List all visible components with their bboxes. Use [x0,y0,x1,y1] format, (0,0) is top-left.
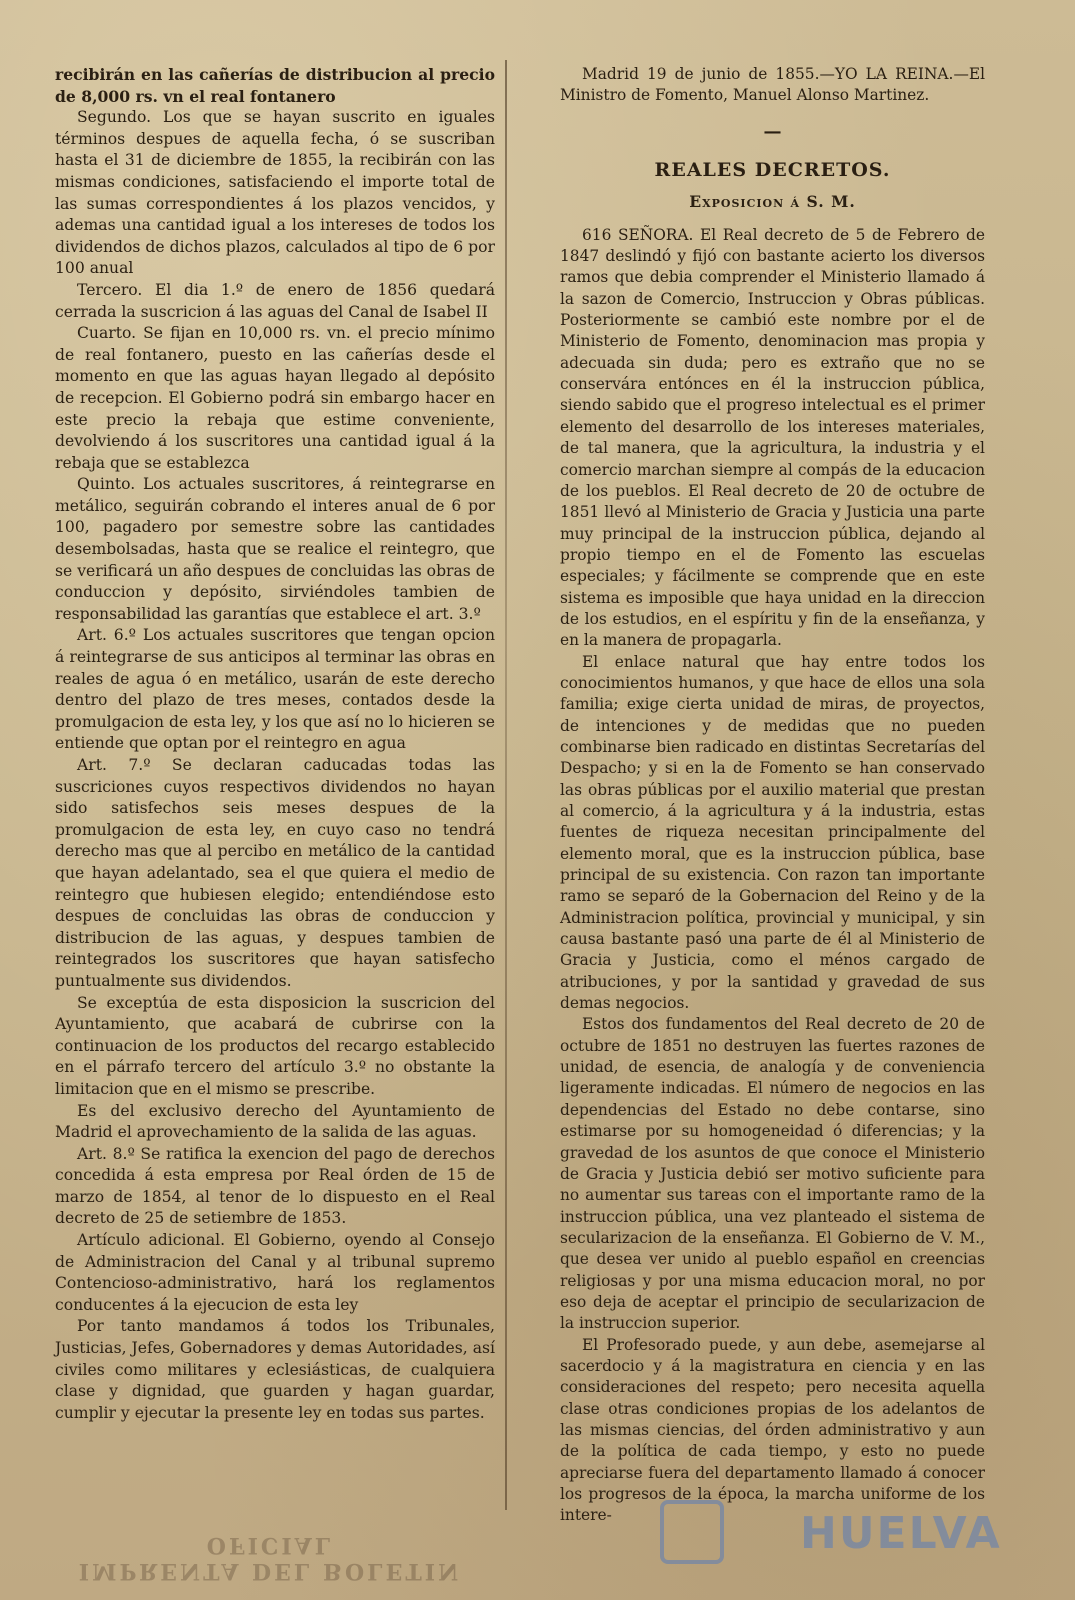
right-paragraph: 616 SEÑORA. El Real decreto de 5 de Febrero de 1847 deslindó y fijó con bastante acierto los diversos ramos que debia comprender el Ministerio llamado á la sazon de Comercio, Instruccion y Obras públicas. Posteriormente se cambió este nombre por el de Ministerio de Fomento, denominacion mas propia y adecuada sin duda; pero es extraño que no se conservára entónces en él la instruccion pública, siendo sabido que el progreso intelectual es el primer elemento del desarrollo de los intereses materiales, de tal manera, que la agricultura, la industria y el comercio marchan siempre al compás de la educacion de los pueblos. El Real decreto de 20 de octubre de 1851 llevó al Ministerio de Gracia y Justicia una parte muy principal de la instruccion pública, dejando al propio tiempo en el de Fomento las escuelas especiales; y fácilmente se comprende que en este sistema es imposible que haya unidad en la direccion de los estudios, en el espíritu y fin de la enseñanza, y en la manera de propagarla. [560,225,985,650]
left-paragraph: recibirán en las cañerías de distribucion al precio de 8,000 rs. vn el real fontanero [55,65,495,106]
left-paragraph: Por tanto mandamos á todos los Tribunales, Justicias, Jefes, Gobernadores y demas Autoridades, así civiles como militares y eclesiásticas, de cualquiera clase y dignidad, que guarden y hagan guardar, cumplir y ejecutar la presente ley en todas sus partes. [55,1317,495,1422]
left-paragraph: Cuarto. Se fijan en 10,000 rs. vn. el precio mínimo de real fontanero, puesto en las cañerías desde el momento en que las aguas hayan llegado al depósito de recepcion. El Gobierno podrá sin embargo hacer en este precio la rebaja que estime conveniente, devolviendo á los suscritores una cantidad igual á la rebaja que se establezca [55,324,495,472]
left-paragraph: Tercero. El dia 1.º de enero de 1856 quedará cerrada la suscricion á las aguas del Canal de Isabel II [55,280,495,321]
left-paragraph: Art. 6.º Los actuales suscritores que tengan opcion á reintegrarse de sus anticipos al terminar las obras en reales de agua ó en metálico, usarán de este derecho dentro del plazo de tres meses, contados desde la promulgacion de esta ley, y los que así no lo hicieren se entiende que optan por el reintegro en agua [55,626,495,753]
left-paragraph: Quinto. Los actuales suscritores, á reintegrarse en metálico, seguirán cobrando el interes anual de 6 por 100, pagadero por semestre sobre las cantidades desembolsadas, hasta que se realice el reintegro, que se verificará un año despues de concluidas las obras de conduccion y depósito, sirviéndoles tambien de responsabilidad las garantías que establece el art. 3.º [55,475,495,623]
signature-line: Madrid 19 de junio de 1855.—YO LA REINA.—El Ministro de Fomento, Manuel Alonso Martinez. [560,65,985,105]
left-paragraph: Art. 7.º Se declaran caducadas todas las suscriciones cuyos respectivos dividendos no hayan sido satisfechos seis meses despues de la promulgacion de esta ley, en cuyo caso no tendrá derecho mas que al percibo en metálico de la cantidad que hayan adelantado, sea el que quiera el medio de reintegro que hubiesen elegido; entendiéndose esto despues de concluidas las obras de conduccion y distribucion de las aguas, y despues tambien de reintegrados los suscritores que hayan satisfecho puntualmente sus dividendos. [55,756,495,990]
right-column [560,64,985,1527]
column-divider [505,60,507,1510]
section-heading: REALES DECRETOS. [654,159,891,182]
right-paragraph: El enlace natural que hay entre todos los conocimientos humanos, y que hace de ellos una sola familia; exige cierta unidad de miras, de proyectos, de intenciones y de medidas que no pueden combinarse bien radicado en distintas Secretarías del Despacho; y si en la de Fomento se han conservado las obras públicas por el auxilio material que prestan al comercio, á la agricultura y á la industria, estas fuentes de riqueza necesitan principalmente del elemento moral, que es la instruccion pública, base principal de su existencia. Con razon tan importante ramo se separó de la Gobernacion del Reino y de la Administracion política, provincial y municipal, y sin causa bastante pasó una parte de él al Ministerio de Gracia y Justicia, como el ménos cargado de atribuciones, y por la santidad y gravedad de sus demas negocios. [560,652,985,1013]
left-paragraph: Artículo adicional. El Gobierno, oyendo al Consejo de Administracion del Canal y al tribunal supremo Contencioso-administrativo, hará los reglamentos conducentes á la ejecucion de esta ley [55,1231,495,1314]
left-paragraph: Se exceptúa de esta disposicion la suscricion del Ayuntamiento, que acabará de cubrirse con la continuacion de los productos del recargo establecido en el párrafo tercero del artículo 3.º no obstante la limitacion que en el mismo se prescribe. [55,993,495,1098]
left-paragraph: Es del exclusivo derecho del Ayuntamiento de Madrid el aprovechamiento de la salida de las aguas. [55,1101,495,1142]
left-paragraph: Art. 8.º Se ratifica la exencion del pago de derechos concedida á esta empresa por Real órden de 15 de marzo de 1854, al tenor de lo dispuesto en el Real decreto de 25 de setiembre de 1853. [55,1144,495,1228]
section-subheading: Exposicion á S. M. [689,192,856,212]
bleed-through-seal: IMPRENTA DEL BOLETIN OFICIAL [78,1532,462,1584]
watermark-text: HUELVA [800,1508,1002,1559]
left-column [55,64,495,1424]
archive-watermark [660,1500,1002,1570]
separator: — [763,120,782,142]
watermark-logo-icon [660,1500,724,1564]
left-paragraph: Segundo. Los que se hayan suscrito en iguales términos despues de aquella fecha, ó se suscriban hasta el 31 de diciembre de 1855, la recibirán con las mismas condiciones, satisfaciendo el importe total de las sumas correspondientes á los plazos vencidos, y ademas una cantidad igual a los intereses de todos los dividendos de dichos plazos, calculados al tipo de 6 por 100 anual [55,108,495,278]
right-paragraph: El Profesorado puede, y aun debe, asemejarse al sacerdocio y á la magistratura en ciencia y en las consideraciones del respeto; pero necesita aquella clase otras condiciones propias de los adelantos de las mismas ciencias, del órden administrativo y aun de la política de cada tiempo, y esto no puede apreciarse fuera del departamento llamado á conocer los progresos de la época, la marcha uniforme de los intere- [560,1335,985,1525]
right-paragraph: Estos dos fundamentos del Real decreto de 20 de octubre de 1851 no destruyen las fuertes razones de unidad, de esencia, de analogía y de conveniencia ligeramente indicadas. El número de negocios en las dependencias del Estado no debe contarse, sino estimarse por su homogeneidad ó diferencias; y la gravedad de los asuntos de que conoce el Ministerio de Gracia y Justicia debió ser motivo suficiente para no aumentar sus tareas con el importante ramo de la instruccion pública, una vez planteado el sistema de secularizacion de la enseñanza. El Gobierno de V. M., que desea ver unido al pueblo español en creencias religiosas y por una misma educacion moral, no por eso deja de aceptar el principio de secularizacion de la instruccion superior. [560,1015,985,1333]
